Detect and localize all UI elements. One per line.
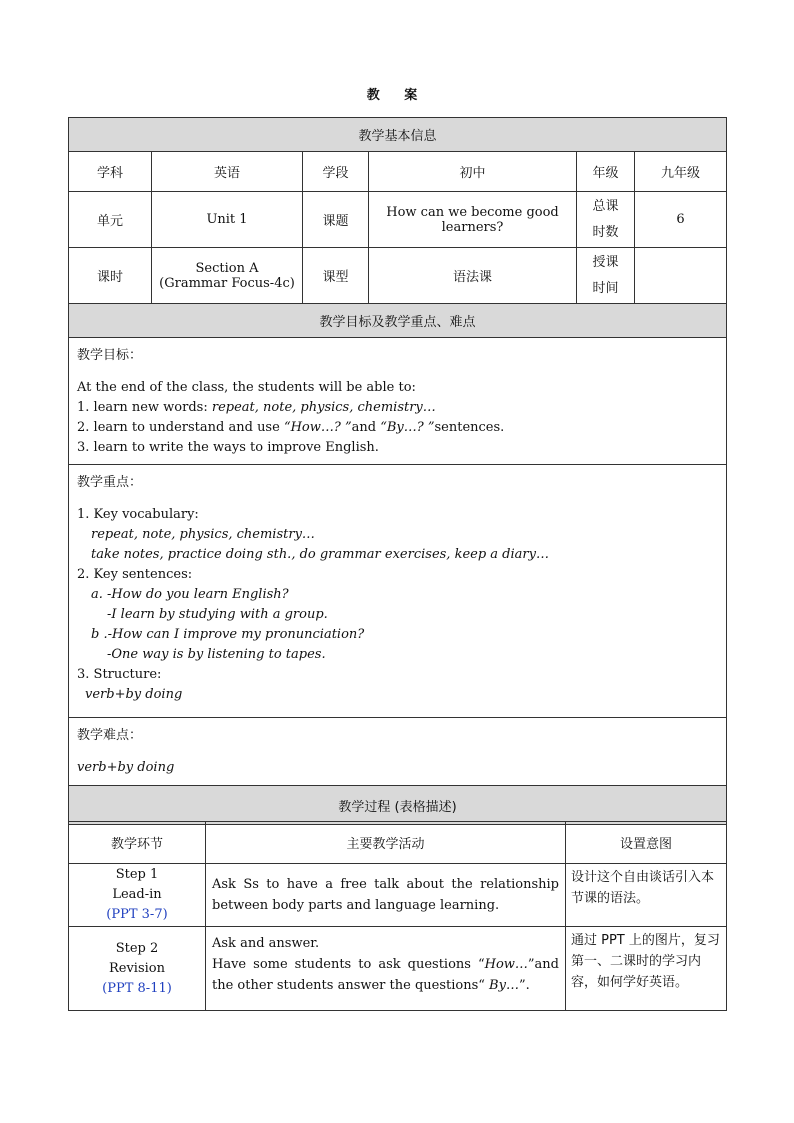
step2-purpose: 通过 PPT 上的图片，复习第一、二课时的学习内容，如何学好英语。	[566, 927, 727, 1011]
subject-value: 英语	[152, 152, 303, 192]
key-sentences-label: 2. Key sentences:	[77, 567, 193, 582]
unit-label: 单元	[69, 192, 152, 248]
step2-activity-line2	[212, 954, 559, 996]
lesson-plan-table	[68, 117, 727, 825]
lesson-type-label: 课型	[303, 248, 369, 304]
step2-how: How…	[484, 957, 528, 972]
table-row	[69, 927, 727, 1011]
step2-number: Step 2	[115, 940, 159, 956]
goals-header: 教学目标及教学重点、难点	[69, 304, 727, 338]
goal-2-and: and	[351, 420, 381, 435]
period-value	[152, 248, 303, 304]
teach-time-value	[635, 248, 727, 304]
step1-ppt: (PPT 3-7)	[106, 907, 168, 922]
goals-heading: 教学目标：	[77, 348, 143, 363]
table-row	[69, 864, 727, 927]
step2-activity	[206, 927, 566, 1011]
step2-ppt: (PPT 8-11)	[102, 980, 172, 996]
teaching-goals-section	[69, 338, 727, 465]
step1-cell	[69, 864, 206, 927]
difficulty-heading: 教学难点：	[77, 728, 143, 743]
structure-label: 3. Structure:	[77, 667, 162, 682]
key-vocab-phrases: take notes, practice doing sth., do grammar exercises, keep a diary…	[91, 547, 549, 562]
step1-activity: Ask Ss to have a free talk about the relationship between body parts and language learning.	[206, 864, 566, 927]
total-hours-label	[577, 192, 635, 248]
key-sentence-a-a: -I learn by studying with a group.	[107, 607, 328, 622]
key-sentence-a-q: a. -How do you learn English?	[91, 587, 289, 602]
doc-title: 教 案	[366, 88, 428, 103]
goal-1-words: repeat, note, physics, chemistry…	[211, 400, 436, 415]
structure-value: verb+by doing	[85, 687, 183, 702]
key-vocab-label: 1. Key vocabulary:	[77, 507, 199, 522]
goal-3: 3. learn to write the ways to improve English.	[77, 440, 379, 455]
total-hours-label-2: 时数	[592, 224, 619, 240]
goal-2-by: “By…? ”	[380, 420, 435, 435]
grade-label: 年级	[577, 152, 635, 192]
step2-text-a: Have some students to ask questions “	[212, 957, 485, 972]
key-sentence-b-q: b .-How can I improve my pronunciation?	[91, 627, 365, 642]
process-table	[68, 821, 727, 1011]
topic-line-2: learners?	[441, 219, 504, 235]
topic-label: 课题	[303, 192, 369, 248]
key-points-heading: 教学重点：	[77, 475, 143, 490]
teach-time-label-2: 时间	[592, 280, 619, 296]
key-points-section	[69, 465, 727, 718]
total-hours-value: 6	[635, 192, 727, 248]
goal-1	[77, 398, 718, 418]
step2-activity-line1: Ask and answer.	[212, 936, 320, 951]
teach-time-label	[577, 248, 635, 304]
subject-label: 学科	[69, 152, 152, 192]
grade-value: 九年级	[635, 152, 727, 192]
step1-number: Step 1	[115, 867, 159, 882]
step2-text-e: ”.	[518, 978, 530, 993]
process-header: 教学过程 (表格描述)	[69, 786, 727, 825]
process-col-stage: 教学环节	[69, 822, 206, 864]
step2-text-c: ”and the other students answer the questions“	[212, 957, 559, 993]
goals-intro: At the end of the class, the students will be able to:	[77, 380, 416, 395]
goal-2-how: “How…? ”	[283, 420, 352, 435]
goal-2-prefix: 2. learn to understand and use	[77, 420, 284, 435]
goal-1-prefix: 1. learn new words:	[77, 400, 212, 415]
key-vocab-words: repeat, note, physics, chemistry…	[91, 527, 315, 542]
teach-time-label-1: 授课	[592, 254, 619, 270]
step1-name: Lead-in	[112, 887, 162, 902]
process-col-purpose: 设置意图	[566, 822, 727, 864]
goal-2	[77, 418, 718, 438]
stage-label: 学段	[303, 152, 369, 192]
period-label: 课时	[69, 248, 152, 304]
total-hours-label-1: 总课	[592, 198, 619, 214]
goal-2-suffix: sentences.	[434, 420, 505, 435]
period-line-2: (Grammar Focus-4c)	[159, 275, 295, 291]
step1-purpose: 设计这个自由谈话引入本节课的语法。	[566, 864, 727, 927]
topic-value	[369, 192, 577, 248]
topic-line-1: How can we become good	[386, 204, 559, 220]
difficulty-section	[69, 718, 727, 786]
basic-info-header: 教学基本信息	[69, 118, 727, 152]
stage-value: 初中	[369, 152, 577, 192]
step2-name: Revision	[108, 960, 165, 976]
unit-value: Unit 1	[152, 192, 303, 248]
period-line-1: Section A	[195, 260, 259, 276]
process-col-activity: 主要教学活动	[206, 822, 566, 864]
step2-cell	[69, 927, 206, 1011]
step2-by: By…	[489, 978, 519, 993]
difficulty-text: verb+by doing	[77, 760, 175, 775]
lesson-type-value: 语法课	[369, 248, 577, 304]
key-sentence-b-a: -One way is by listening to tapes.	[107, 647, 326, 662]
